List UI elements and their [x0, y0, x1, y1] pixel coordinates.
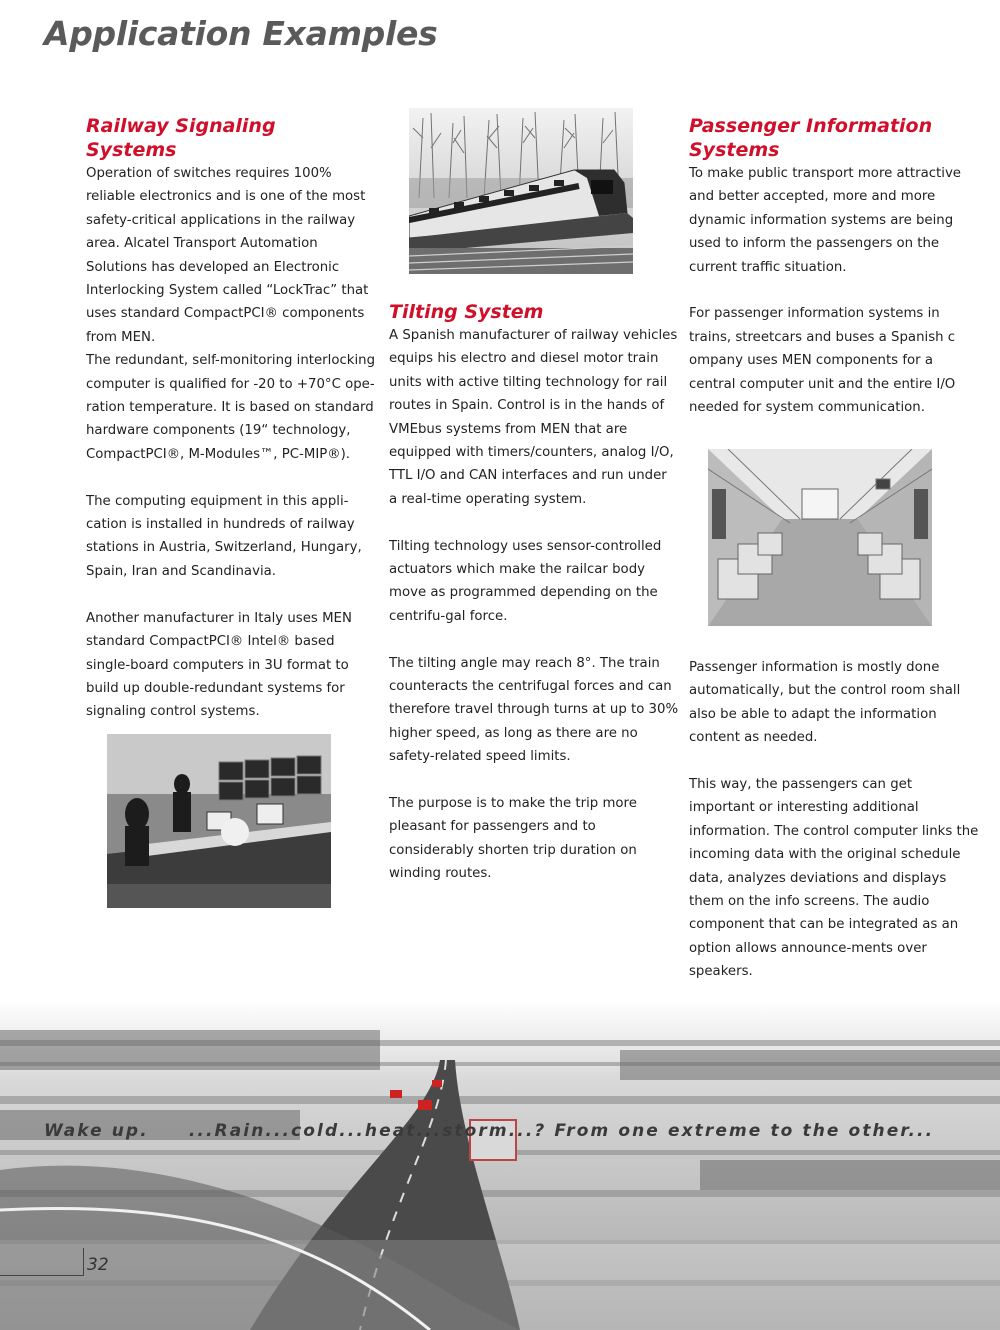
- railway-signaling-heading: [86, 114, 376, 162]
- train-interior-photo-image: [708, 449, 932, 626]
- railway-paragraph-1: Operation of switches requires 100% reliable electronics and is one of the most safety-critical applications in the railway area. Alcatel Transport Automation Solutions has developed an Electronic Interlocking System called “LockTrac” that uses standard CompactPCI® components from MEN.: [86, 166, 369, 345]
- railway-heading-line2: Systems: [86, 139, 177, 161]
- road-landscape-banner: [0, 1000, 1000, 1330]
- passenger-heading-line2: Systems: [689, 139, 780, 161]
- passenger-information-continued: [689, 656, 979, 1007]
- passenger-paragraph-1: To make public transport more attractive and better accepted, more and more dynamic information systems are being used to inform the passengers on the current traffic situation.: [689, 166, 961, 275]
- train-photo: [409, 108, 633, 274]
- tilting-paragraph-2: Tilting technology uses sensor-controlled actuators which make the railcar body move as programmed depending on the centrifu-gal force.: [389, 538, 662, 624]
- control-room-photo: [107, 734, 331, 908]
- railway-paragraph-3: Another manufacturer in Italy uses MEN standard CompactPCI® Intel® based single-board computers in 3U format to build up double-redundant systems for signaling control systems.: [86, 610, 352, 720]
- railway-paragraph-1b: The redundant, self-monitoring interlocking computer is qualified for -20 to +70°C ope-ration temperature. It is based on standard hardware components (19“ technology, CompactPCI®, M-Modules™, PC-MIP®).: [86, 353, 376, 462]
- passenger-information-heading: [689, 114, 979, 162]
- passenger-information-section: [689, 114, 979, 443]
- railway-signaling-section: [86, 114, 376, 747]
- passenger-paragraph-4: This way, the passengers can get important or interesting additional information. The control computer links the incoming data with the original schedule data, analyzes deviations and displays them on the info screens. The audio component that can be integrated as an option allows announce-ments over speakers.: [689, 777, 979, 980]
- page-number: 32: [87, 1255, 109, 1275]
- tilting-paragraph-3: The tilting angle may reach 8°. The train counteracts the centrifugal forces and can therefore travel through turns at up to 30% higher speed, as long as there are no safety-related speed limits.: [389, 655, 679, 765]
- passenger-paragraph-2: For passenger information systems in trains, streetcars and buses a Spanish c ompany uses MEN components for a central computer unit and the entire I/O needed for system communication.: [689, 306, 956, 416]
- tilting-system-heading: Tilting System: [389, 301, 544, 323]
- road-landscape-image: [0, 1000, 1000, 1330]
- tilting-system-section: [389, 300, 679, 909]
- passenger-heading-line1: Passenger Information: [689, 115, 933, 137]
- train-interior-photo: [708, 449, 932, 626]
- control-room-photo-image: [107, 734, 331, 908]
- railway-heading-line1: Railway Signaling: [86, 115, 276, 137]
- railway-paragraph-2: The computing equipment in this appli-cation is installed in hundreds of railway stations in Austria, Switzerland, Hungary, Spain, Iran and Scandinavia.: [86, 493, 362, 579]
- tilting-paragraph-1: A Spanish manufacturer of railway vehicles equips his electro and diesel motor train units with active tilting technology for rail routes in Spain. Control is in the hands of VMEbus systems from MEN that are equipped with timers/counters, analog I/O, TTL I/O and CAN interfaces and run under a real-time operating system.: [389, 328, 678, 507]
- page-number-rule: [0, 1275, 84, 1276]
- page-tagline: Wake up. ...Rain...cold...heat...storm...? From one extreme to the other...: [44, 1121, 935, 1141]
- passenger-paragraph-3: Passenger information is mostly done automatically, but the control room shall also be able to adapt the information content as needed.: [689, 660, 961, 746]
- train-photo-image: [409, 108, 633, 274]
- page-number-tick: [83, 1248, 84, 1276]
- tilting-paragraph-4: The purpose is to make the trip more pleasant for passengers and to considerably shorten trip duration on winding routes.: [389, 796, 637, 882]
- page-title: Application Examples: [44, 14, 438, 53]
